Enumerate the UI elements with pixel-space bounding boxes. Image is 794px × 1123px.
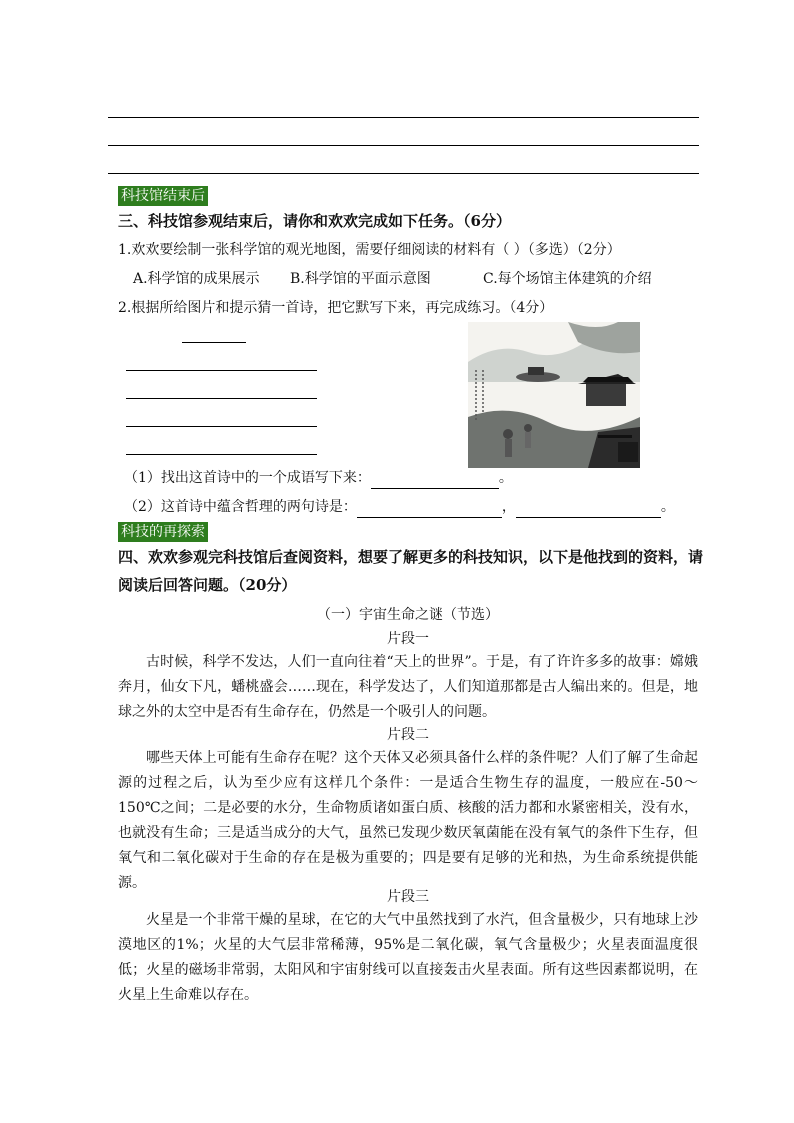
- poem-line-4[interactable]: [126, 454, 317, 455]
- segment2-text: [118, 746, 698, 896]
- segment3-text: [118, 908, 698, 1008]
- segment3-title: 片段三: [387, 889, 429, 905]
- segment3-paragraph: 火星是一个非常干燥的星球，在它的大气中虽然找到了水汽，但含量极少，只有地球上沙漠地区的1%；火星的大气层非常稀薄，95%是二氧化碳，氧气含量极少；火星表面温度很低；火星的磁场非常弱，太阳风和宇宙射线可以直接轰击火星表面。所有这些因素都说明，在火星上生命难以存在。: [118, 912, 698, 1003]
- poem-title-line[interactable]: [182, 342, 246, 343]
- segment1-text: [118, 650, 698, 725]
- q2-sub1-blank[interactable]: [371, 472, 499, 489]
- q2-sub2-blank-1[interactable]: [357, 501, 502, 518]
- q2-sub2-blank-2[interactable]: [516, 501, 661, 518]
- poem-line-1[interactable]: [126, 370, 317, 371]
- ink-wash-landscape-painting: [468, 322, 640, 468]
- segment2-paragraph: 哪些天体上可能有生命存在呢？这个天体又必须具备什么样的条件呢？人们了解了生命起源的过程之后，认为至少应有这样几个条件：一是适合生物生存的温度，一般应在-50～150℃之间；二是必要的水分，生命物质诸如蛋白质、核酸的活力都和水紧密相关，没有水，也就没有生命；三是适当成分的大气，虽然已发现少数厌氧菌能在没有氧气的条件下生存，但氧气和二氧化碳对于生命的存在是极为重要的；四是要有足够的光和热，为生命系统提供能源。: [118, 750, 698, 891]
- q1-option-c: C.每个场馆主体建筑的介绍: [483, 271, 652, 287]
- q1-option-a: A.科学馆的成果展示: [133, 271, 260, 287]
- q2-sub2: （2）这首诗中蕴含哲理的两句诗是： ， 。: [124, 496, 675, 518]
- passage-title: （一）宇宙生命之谜（节选）: [317, 607, 499, 623]
- answer-line-1: [108, 117, 699, 118]
- q2-sub2-text: （2）这首诗中蕴含哲理的两句诗是：: [124, 499, 357, 515]
- segment1-paragraph: 古时候，科学不发达，人们一直向往着“天上的世界”。于是，有了许许多多的故事：嫦娥奔月，仙女下凡，蟠桃盛会……现在，科学发达了，人们知道那都是古人编出来的。但是，地球之外的太空中是否有生命存在，仍然是一个吸引人的问题。: [118, 654, 698, 720]
- poem-line-3[interactable]: [126, 426, 317, 427]
- q1-option-b: B.科学馆的平面示意图: [290, 271, 431, 287]
- question2: 2.根据所给图片和提示猜一首诗，把它默写下来，再完成练习。（4分）: [118, 300, 554, 316]
- segment2-title: 片段二: [387, 727, 429, 743]
- section3-title: 三、科技馆参观结束后，请你和欢欢完成如下任务。（6分）: [118, 212, 511, 230]
- answer-line-3: [108, 173, 699, 174]
- section4-title-line2: 阅读后回答问题。（20分）: [118, 576, 297, 594]
- section4-title-line1: 四、欢欢参观完科技馆后查阅资料，想要了解更多的科技知识，以下是他找到的资料，请: [118, 548, 704, 566]
- q2-sub1-text: （1）找出这首诗中的一个成语写下来：: [124, 470, 371, 486]
- question1: 1.欢欢要绘制一张科学馆的观光地图，需要仔细阅读的材料有（ ）（多选）（2分）: [118, 242, 621, 258]
- section4-tag: 科技的再探索: [118, 522, 208, 542]
- poem-line-2[interactable]: [126, 398, 317, 399]
- q2-sub1: （1）找出这首诗中的一个成语写下来： 。: [124, 467, 513, 489]
- section3-tag: 科技馆结束后: [118, 186, 208, 206]
- answer-line-2: [108, 145, 699, 146]
- segment1-title: 片段一: [387, 631, 429, 647]
